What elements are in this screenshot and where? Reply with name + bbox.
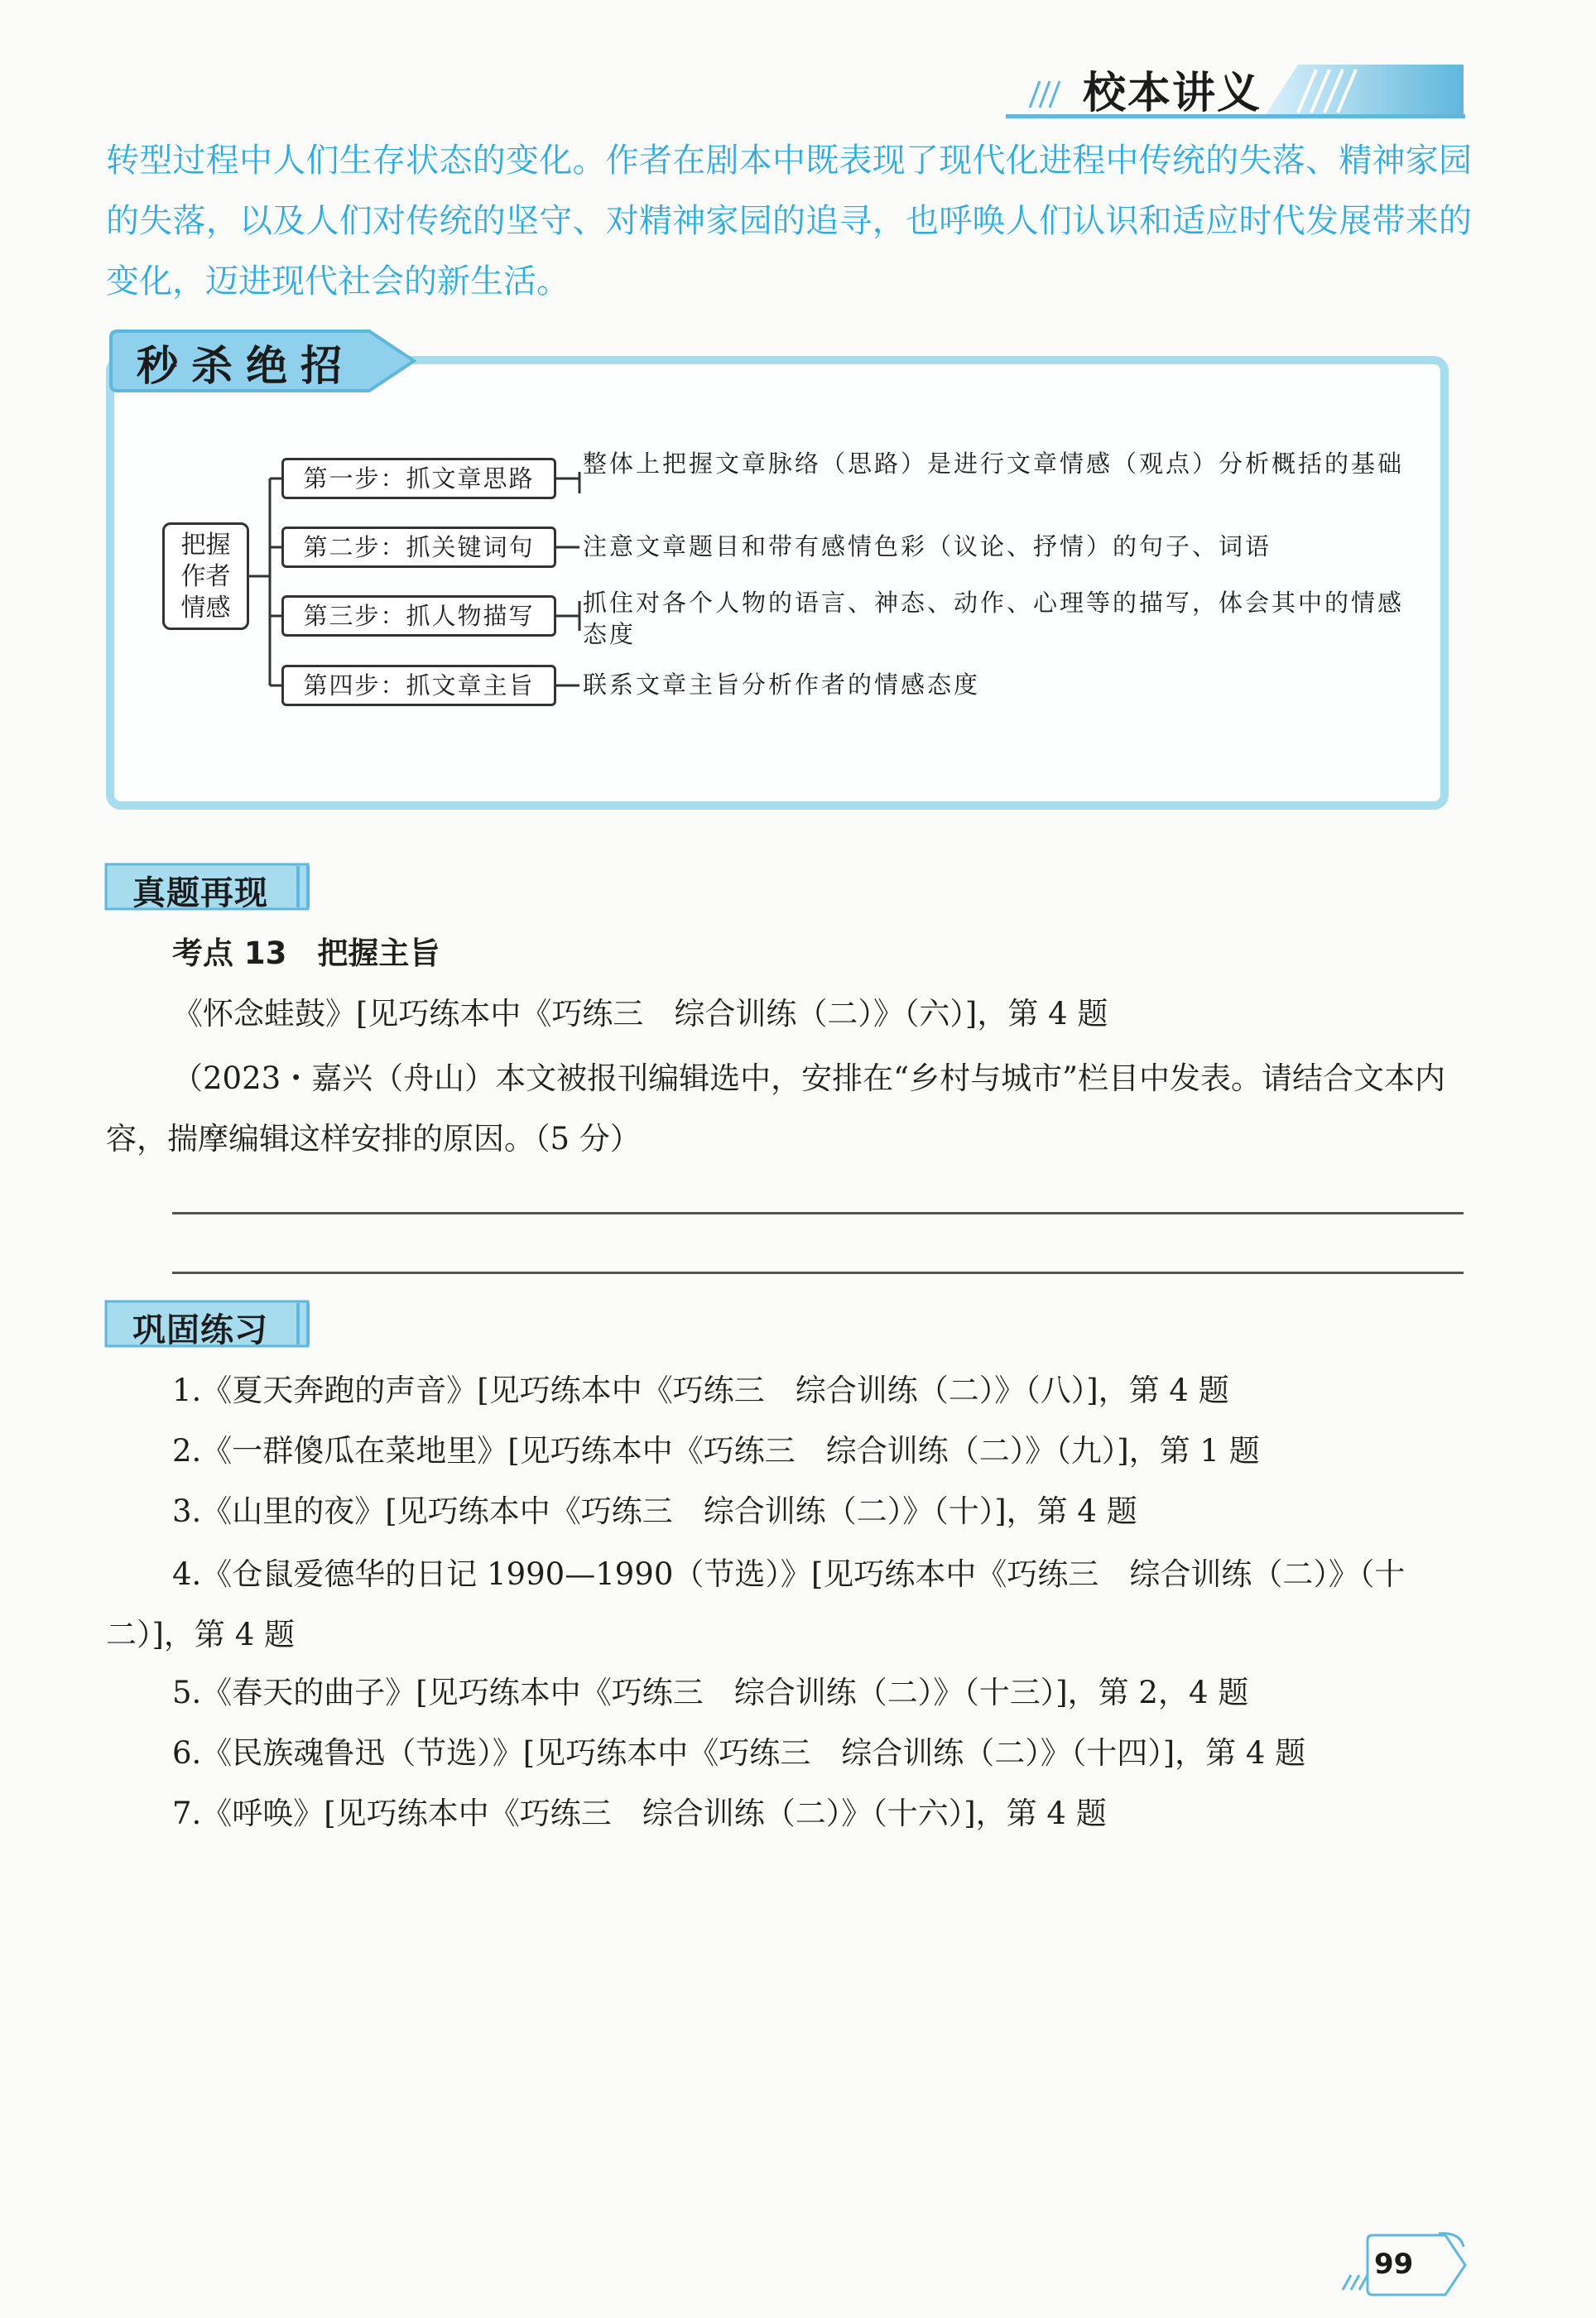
step-box-1: 第一步：抓文章思路: [281, 458, 556, 499]
exam-topic: 考点 13 把握主旨: [172, 935, 440, 971]
header-title: 校本讲义: [1083, 69, 1262, 118]
answer-line-1: [172, 1212, 1464, 1214]
practice-section-title: 巩固练习: [132, 1311, 268, 1349]
step-box-2: 第二步：抓关键词句: [281, 527, 556, 568]
step-desc-3: 抓住对各个人物的语言、神态、动作、心理等的描写，体会其中的情感态度: [583, 589, 1405, 648]
step-box-3: 第三步：抓人物描写: [281, 595, 556, 637]
root-line-3: 情感: [180, 594, 231, 623]
practice-item-6: 6.《民族魂鲁迅（节选）》[见巧练本中《巧练三 综合训练（二）》（十四）]，第 4 题: [172, 1735, 1306, 1771]
exam-question: （2023・嘉兴（舟山）本文被报刊编辑选中，安排在“乡村与城市”栏目中发表。请结合文本内容，揣摩编辑这样安排的原因。（5 分）: [106, 1060, 1445, 1157]
root-line-2: 作者: [180, 562, 231, 591]
header-stripes-icon: [1025, 76, 1074, 109]
step-box-4: 第四步：抓文章主旨: [281, 665, 556, 706]
exam-source: 《怀念蛙鼓》[见巧练本中《巧练三 综合训练（二）》（六）]，第 4 题: [172, 996, 1108, 1032]
practice-item-7: 7.《呼唤》[见巧练本中《巧练三 综合训练（二）》（十六）]，第 4 题: [172, 1796, 1107, 1831]
practice-item-5: 5.《春天的曲子》[见巧练本中《巧练三 综合训练（二）》（十三）]，第 2，4 题: [172, 1675, 1249, 1710]
step-desc-2: 注意文章题目和带有感情色彩（议论、抒情）的句子、词语: [583, 532, 1272, 560]
step-desc-4: 联系文章主旨分析作者的情感态度: [583, 671, 981, 699]
root-line-1: 把握: [180, 531, 231, 560]
method-root-node: [162, 522, 249, 630]
answer-line-2: [172, 1272, 1464, 1274]
practice-item-4: 4.《仓鼠爱德华的日记 1990—1990（节选）》[见巧练本中《巧练三 综合训练（二）》（十二）]，第 4 题: [106, 1556, 1406, 1652]
exam-section-title: 真题再现: [132, 874, 268, 912]
practice-item-2: 2.《一群傻瓜在菜地里》[见巧练本中《巧练三 综合训练（二）》（九）]，第 1 题: [172, 1433, 1260, 1469]
practice-item-3: 3.《山里的夜》[见巧练本中《巧练三 综合训练（二）》（十）]，第 4 题: [172, 1493, 1137, 1529]
page-number: 99: [1374, 2248, 1414, 2281]
header-banner-decoration: [1265, 65, 1464, 116]
practice-item-1: 1.《夏天奔跑的声音》[见巧练本中《巧练三 综合训练（二）》（八）]，第 4 题: [172, 1373, 1229, 1408]
intro-paragraph: 转型过程中人们生存状态的变化。作者在剧本中既表现了现代化进程中传统的失落、精神家园的失落，以及人们对传统的坚守、对精神家园的追寻，也呼唤人们认识和适应时代发展带来的变化，迈进现代社会的新生活。: [106, 142, 1472, 301]
step-desc-1: 整体上把握文章脉络（思路）是进行文章情感（观点）分析概括的基础: [583, 450, 1405, 478]
method-title: 秒杀绝招: [137, 342, 355, 390]
